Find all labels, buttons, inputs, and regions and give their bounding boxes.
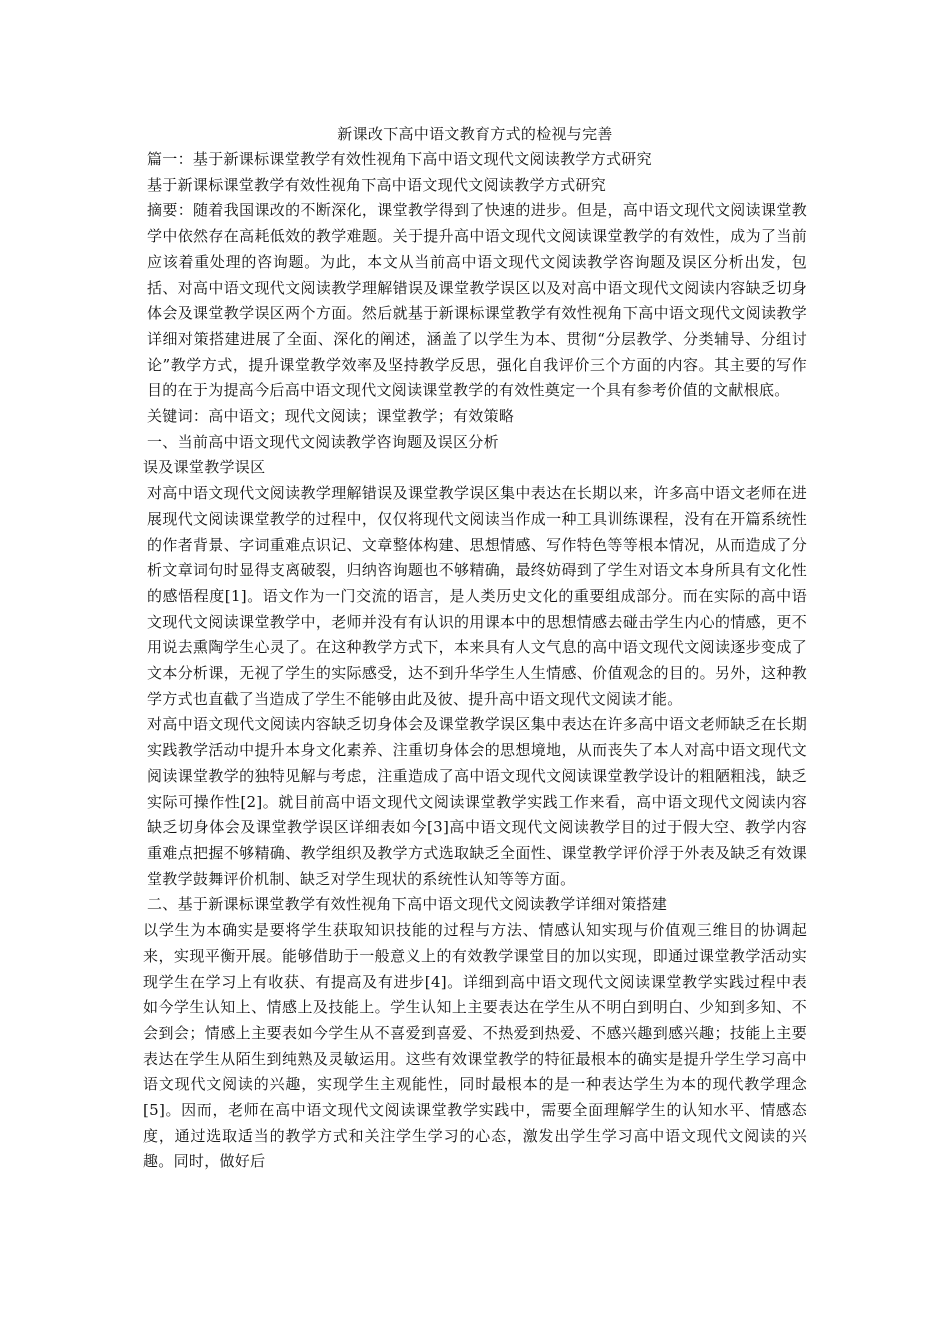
abstract-paragraph: 摘要：随着我国课改的不断深化，课堂教学得到了快速的进步。但是，高中语文现代文阅读课堂教学中依然存在高耗低效的教学难题。关于提升高中语文现代文阅读课堂教学的有效性，成为了当前应该着重处理的咨询题。为此，本文从当前高中语文现代文阅读教学咨询题及误区分析出发，包括、对高中语文现代文阅读教学理解错误及课堂教学误区以及对高中语文现代文阅读内容缺乏切身体会及课堂教学误区两个方面。然后就基于新课标课堂教学有效性视角下高中语文现代文阅读教学详细对策搭建进展了全面、深化的阐述，涵盖了以学生为本、贯彻“分层教学、分类辅导、分组讨论”教学方式，提升课堂教学效率及坚持教学反思，强化自我评价三个方面的内容。其主要的写作目的在于为提高今后高中语文现代文阅读课堂教学的有效性奠定一个具有参考价值的文献根底。 <box>147 201 807 400</box>
article-title: 基于新课标课堂教学有效性视角下高中语文现代文阅读教学方式研究 <box>147 175 607 194</box>
body-paragraph-2: 对高中语文现代文阅读内容缺乏切身体会及课堂教学误区集中表达在许多高中语文老师缺乏在长期实践教学活动中提升本身文化素养、注重切身体会的思想境地，从而丧失了本人对高中语文现代文阅读课堂教学的独特见解与考虑，注重造成了高中语文现代文阅读课堂教学设计的粗陋粗浅，缺乏实际可操作性[2]。就目前高中语文现代文阅读课堂教学实践工作来看，高中语文现代文阅读内容缺乏切身体会及课堂教学误区详细表如今[3]高中语文现代文阅读教学目的过于假大空、教学内容重难点把握不够精确、教学组织及教学方式选取缺乏全面性、课堂教学评价浮于外表及缺乏有效课堂教学鼓舞评价机制、缺乏对学生现状的系统性认知等等方面。 <box>147 715 807 888</box>
section1-heading: 一、当前高中语文现代文阅读教学咨询题及误区分析 <box>147 432 499 451</box>
section2-heading: 二、基于新课标课堂教学有效性视角下高中语文现代文阅读教学详细对策搭建 <box>147 895 668 914</box>
article-heading: 篇一：基于新课标课堂教学有效性视角下高中语文现代文阅读教学方式研究 <box>147 150 652 168</box>
document-page <box>143 122 807 1175</box>
body-paragraph-1: 对高中语文现代文阅读教学理解错误及课堂教学误区集中表达在长期以来，许多高中语文老师在进展现代文阅读课堂教学的过程中，仅仅将现代文阅读当作成一种工具训练课程，没有在开篇系统性的作者背景、字词重难点识记、文章整体构建、思想情感、写作特色等等根本情况，从而造成了分析文章词句时显得支离破裂，归纳咨询题也不够精确，最终妨碍到了学生对语文本身所具有文化性的感悟程度[1]。语文作为一门交流的语言，是人类历史文化的重要组成部分。而在实际的高中语文现代文阅读课堂教学中，老师并没有有认识的用课本中的思想情感去碰击学生内心的情感，更不用说去熏陶学生心灵了。在这种教学方式下，本来具有人文气息的高中语文现代文阅读逐步变成了文本分析课，无视了学生的实际感受，达不到升华学生人生情感、价值观念的目的。另外，这种教学方式也直截了当造成了学生不能够由此及彼、提升高中语文现代文阅读才能。 <box>147 484 807 708</box>
keywords-line: 关键词：高中语文；现代文阅读；课堂教学；有效策略 <box>147 407 515 426</box>
document-title: 新课改下高中语文教育方式的检视与完善 <box>337 125 613 143</box>
body-paragraph-3: 以学生为本确实是要将学生获取知识技能的过程与方法、情感认知实现与价值观三维目的协调起来，实现平衡开展。能够借助于一般意义上的有效教学课堂目的加以实现，即通过课堂教学活动实现学生在学习上有收获、有提高及有进步[4]。详细到高中语文现代文阅读课堂教学实践过程中表如今学生认知上、情感上及技能上。学生认知上主要表达在学生从不明白到明白、少知到多知、不会到会；情感上主要表如今学生从不喜爱到喜爱、不热爱到热爱、不感兴趣到感兴趣；技能上主要表达在学生从陌生到纯熟及灵敏运用。这些有效课堂教学的特征最根本的确实是提升学生学习高中语文现代文阅读的兴趣，实现学生主观能性，同时最根本的是一种表达学生为本的现代教学理念[5]。因而，老师在高中语文现代文阅读课堂教学实践中，需要全面理解学生的认知水平、情感态度，通过选取适当的教学方式和关注学生学习的心态，激发出学生学习高中语文现代文阅读的兴趣。同时，做好后 <box>143 921 807 1171</box>
section1-subheading: 误及课堂教学误区 <box>143 458 266 477</box>
